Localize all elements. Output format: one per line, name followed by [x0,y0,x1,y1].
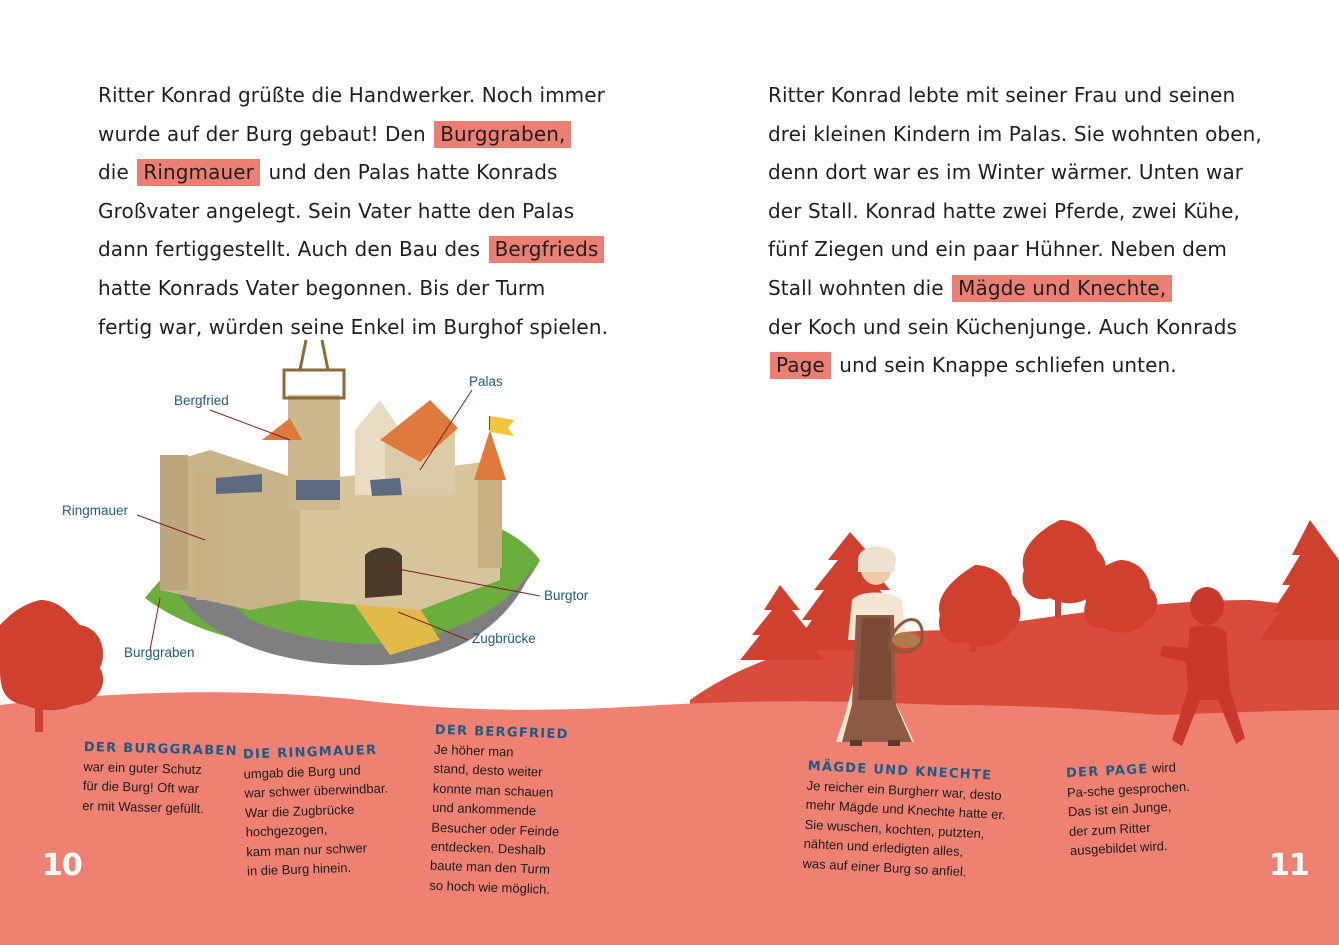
glossary-line: Je reicher ein Burgherr war, desto [806,777,1002,804]
story-text-segment: die [98,160,136,185]
story-line [98,269,608,308]
right-story-text [768,76,1262,385]
story-text-segment: und sein Knappe schliefen unten. [832,353,1177,378]
page-number-left: 10 [42,848,82,883]
glossary-line: was auf einer Burg so anfiel. [802,855,967,879]
glossary-line: nähten und erledigten alles, [803,835,964,860]
glossary-line: kam man nur schwer [246,839,368,860]
story-text-segment: denn dort war es im Winter wärmer. Unten war [768,160,1244,185]
story-line [768,192,1262,231]
glossary-line: war schwer überwindbar. [244,780,389,801]
highlighted-term: Page [770,352,831,379]
story-text-segment: Ritter Konrad lebte mit seiner Frau und seinen [768,83,1236,107]
glossary-line: und ankommende [431,799,537,819]
glossary-line: ausgebildet wird. [1069,838,1168,859]
glossary-title-suffix: wird [1148,759,1177,776]
glossary-line: war ein guter Schutz [83,758,202,778]
glossary-line: stand, desto weiter [433,761,543,780]
glossary-line: hochgezogen, [245,821,328,840]
story-line [98,230,608,269]
glossary-title: DER BURGGRABEN [83,739,238,760]
glossary-line: War die Zugbrücke [244,801,355,821]
glossary-line: der zum Ritter [1068,819,1151,839]
label-bergfried: Bergfried [174,393,229,408]
glossary-bergfried [429,723,569,900]
label-burgtor: Burgtor [544,588,589,603]
glossary-line: mehr Mägde und Knechte hatte er. [805,797,1007,823]
glossary-ringmauer [243,743,391,881]
glossary-burggraben [82,740,238,819]
glossary-line: Pa-sche gesprochen. [1066,778,1191,801]
label-palas: Palas [469,374,503,389]
glossary-title: MÄGDE UND KNECHTE [807,758,993,784]
glossary-line: für die Burg! Oft war [82,778,200,797]
story-text-segment: Stall wohnten die [768,275,951,300]
highlighted-term: Ringmauer [137,159,260,186]
story-text-segment: fertig war, würden seine Enkel im Burghof spielen. [98,314,609,339]
glossary-line: er mit Wasser gefüllt. [82,797,205,816]
glossary-title: DER PAGE [1065,761,1149,782]
glossary-title: DER BERGFRIED [434,722,569,743]
story-line [98,153,608,192]
page-number-right: 11 [1269,848,1309,883]
left-story-text [98,76,608,346]
story-text-segment: fünf Ziegen und ein paar Hühner. Neben dem [768,237,1227,262]
story-line [768,76,1262,115]
story-text-segment: und den Palas hatte Konrads [262,160,558,185]
glossary-line: Je höher man [433,741,514,760]
story-line [768,346,1262,385]
glossary-line: Das ist ein Junge, [1067,799,1172,820]
story-line [98,115,608,154]
glossary-title: DIE RINGMAUER [242,742,378,763]
glossary-line: konnte man schauen [432,780,554,800]
glossary-page [1066,759,1194,861]
glossary-line: baute man den Turm [429,858,551,878]
label-zugbruecke: Zugbrücke [472,631,536,646]
story-line [768,153,1262,192]
glossary-line: so hoch wie möglich. [429,877,551,897]
label-burggraben: Burggraben [124,645,195,660]
story-text-segment: hatte Konrads Vater begonnen. Bis der Turm [98,275,546,300]
label-ringmauer: Ringmauer [62,503,129,518]
story-line [98,76,608,115]
story-line [98,192,608,231]
story-text-segment: der Stall. Konrad hatte zwei Pferde, zwei Kühe, [768,198,1241,223]
glossary-line: entdecken. Deshalb [430,838,546,858]
story-text-segment: wurde auf der Burg gebaut! Den [98,121,433,146]
glossary-maegde-und-knechte [802,759,1008,883]
story-text-segment: Ritter Konrad grüßte die Handwerker. Noch immer [98,83,605,107]
story-text-segment: drei kleinen Kindern im Palas. Sie wohnten oben, [768,121,1262,146]
glossary-line: umgab die Burg und [243,762,361,782]
story-text-segment: der Koch und sein Küchenjunge. Auch Konrads [768,314,1238,339]
story-text-segment: Großvater angelegt. Sein Vater hatte den Palas [98,198,575,223]
glossary-line: Besucher oder Feinde [431,819,560,839]
story-line [768,115,1262,154]
story-text-segment: dann fertiggestellt. Auch den Bau des [98,237,487,262]
highlighted-term: Mägde und Knechte, [952,275,1172,302]
glossary-line: in die Burg hinein. [246,859,352,879]
glossary-line: Sie wuschen, kochten, putzten, [804,816,985,841]
story-line [768,230,1262,269]
story-line [768,308,1262,347]
story-line [768,269,1262,308]
highlighted-term: Burggraben, [434,121,571,148]
story-line [98,308,608,347]
highlighted-term: Bergfrieds [489,236,605,263]
